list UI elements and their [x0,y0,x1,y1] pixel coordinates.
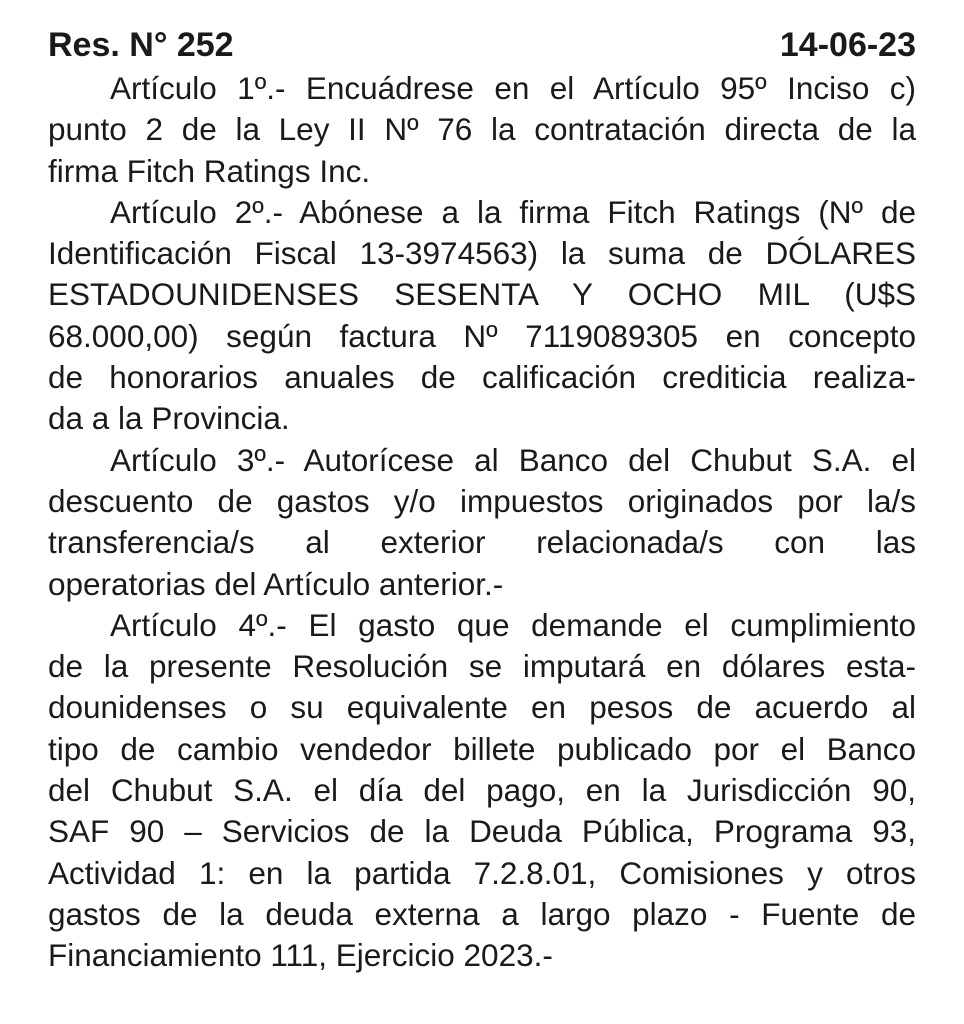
article-4-line: de la presente Resolución se imputará en dólares esta- [48,648,916,685]
article-2-line: Artículo 2º.- Abónese a la firma Fitch Ratings (Nº de [110,193,916,230]
article-1-line: Artículo 1º.- Encuádrese en el Artículo 95º Inciso c) [110,70,916,106]
article-2 [48,192,916,440]
article-4-line: Financiamiento 111, Ejercicio 2023.- [48,937,553,974]
article-2-line: da a la Provincia. [48,400,290,437]
article-3 [48,440,916,605]
article-4-line: SAF 90 – Servicios de la Deuda Pública, Programa 93, [48,813,916,850]
article-2-line: Identificación Fiscal 13-3974563) la suma de DÓLARES [48,235,916,272]
article-1-line: firma Fitch Ratings Inc. [48,152,371,189]
article-4-line: gastos de la deuda externa a largo plazo - Fuente de [48,895,916,932]
article-3-line: operatorias del Artículo anterior.- [48,565,504,602]
article-4 [48,605,916,977]
document-page [48,22,916,977]
article-3-line: transferencia/s al exterior relacionada/s con las [48,524,916,561]
article-3-line: Artículo 3º.- Autorícese al Banco del Chubut S.A. el [110,441,916,478]
article-4-line: Artículo 4º.- El gasto que demande el cumplimiento [110,606,916,643]
article-2-line: de honorarios anuales de calificación crediticia realiza- [48,359,916,396]
article-4-line: Actividad 1: en la partida 7.2.8.01, Comisiones y otros [48,854,916,891]
article-1-line: punto 2 de la Ley II Nº 76 la contratación directa de la [48,111,916,148]
article-4-line: del Chubut S.A. el día del pago, en la Jurisdicción 90, [48,772,916,809]
article-4-line: dounidenses o su equivalente en pesos de acuerdo al [48,689,916,726]
document-header [48,22,916,68]
resolution-date: 14-06-23 [779,26,916,64]
article-2-line: ESTADOUNIDENSES SESENTA Y OCHO MIL (U$S [48,276,916,313]
resolution-number: Res. N° 252 [48,26,234,64]
article-3-line: descuento de gastos y/o impuestos originados por la/s [48,482,916,519]
article-2-line: 68.000,00) según factura Nº 7119089305 en concepto [48,317,916,354]
article-4-line: tipo de cambio vendedor billete publicado por el Banco [48,730,916,767]
article-1 [48,68,916,192]
